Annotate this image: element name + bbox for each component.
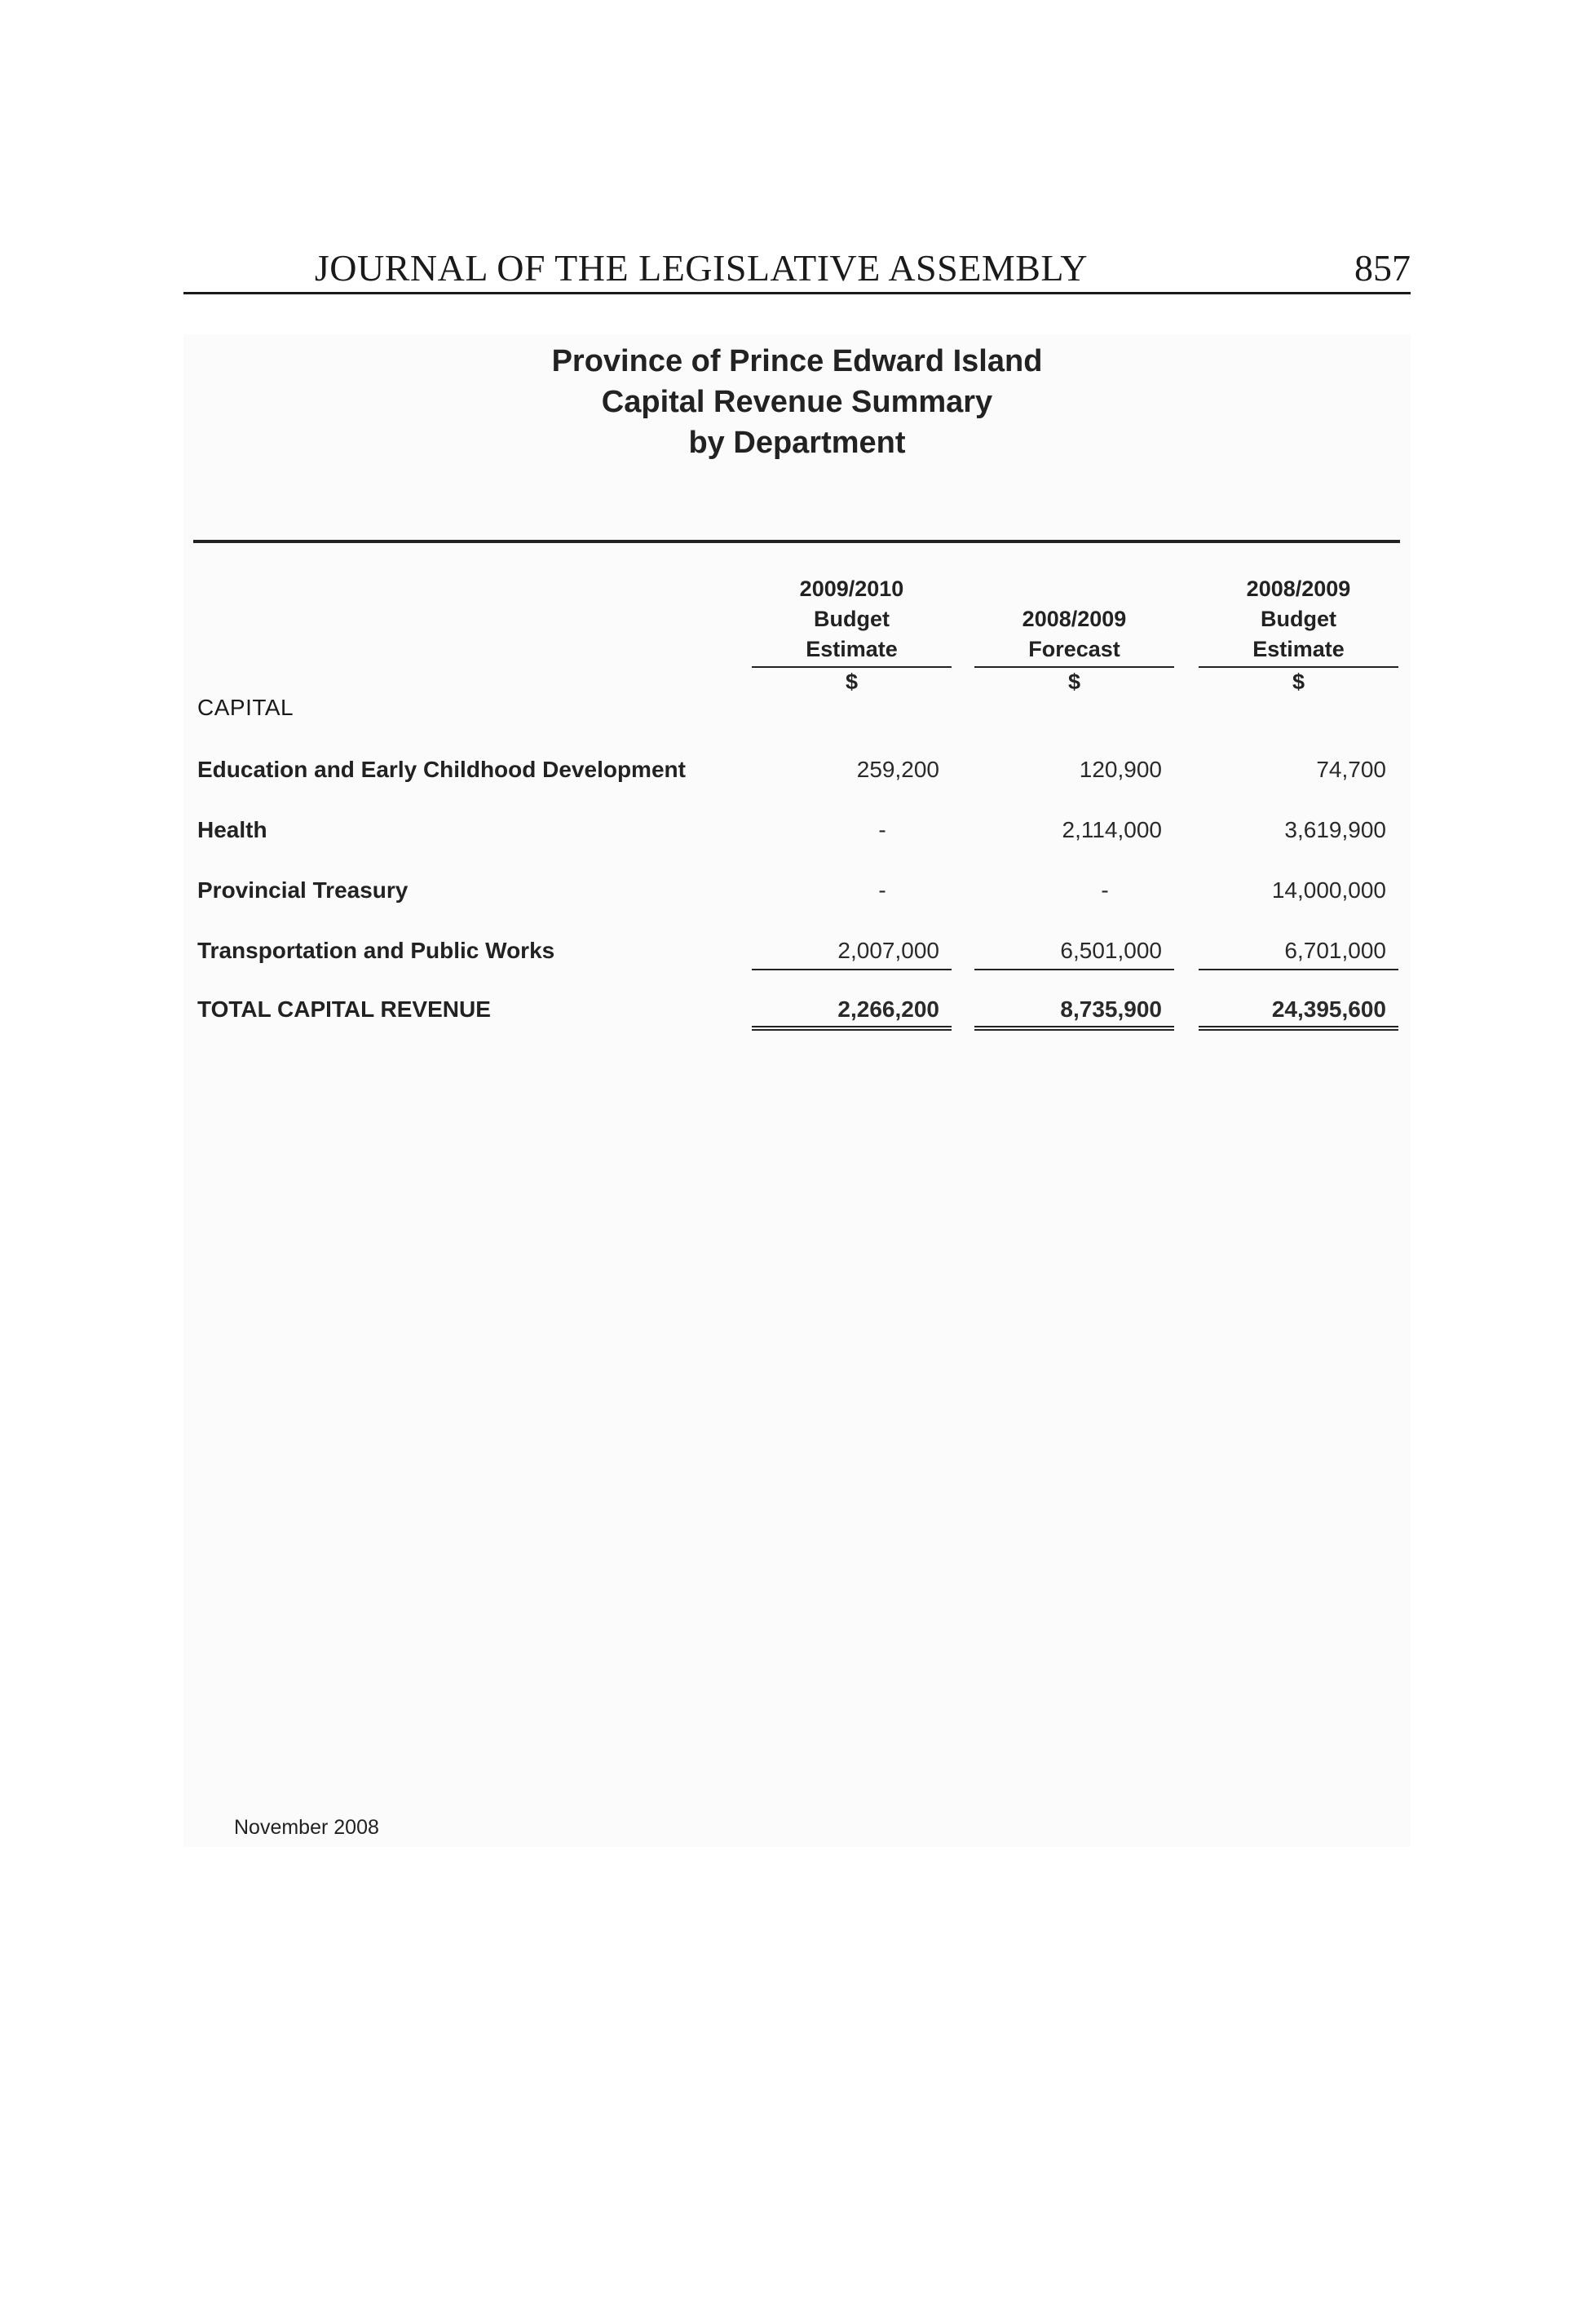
column-header-line: Forecast bbox=[1028, 637, 1120, 661]
column-header-rule bbox=[752, 666, 952, 668]
cell-2008-2009-forecast: - bbox=[1101, 877, 1109, 903]
column-header-line: Budget bbox=[1261, 607, 1336, 631]
table-row-transportation bbox=[183, 934, 1411, 967]
column-header-line: 2008/2009 bbox=[1022, 607, 1127, 631]
cell-2009-2010-budget: - bbox=[878, 817, 886, 842]
column-header-2009-2010-budget-estimate bbox=[752, 574, 952, 694]
column-header-2008-2009-budget-estimate bbox=[1199, 574, 1398, 694]
capital-revenue-summary-page bbox=[183, 334, 1411, 1847]
cell-2008-2009-budget: 6,701,000 bbox=[1199, 934, 1398, 970]
total-2008-2009-budget: 24,395,600 bbox=[1199, 993, 1398, 1031]
report-title-line: by Department bbox=[688, 426, 906, 460]
column-header-line: Budget bbox=[814, 607, 890, 631]
report-title-line: Province of Prince Edward Island bbox=[551, 344, 1043, 378]
footer-date: November 2008 bbox=[234, 1816, 379, 1839]
title-divider bbox=[193, 540, 1400, 543]
column-header-line bbox=[974, 574, 1174, 604]
column-header-line: Estimate bbox=[1252, 637, 1345, 661]
total-2009-2010-budget: 2,266,200 bbox=[752, 993, 952, 1031]
cell-2009-2010-budget: 2,007,000 bbox=[752, 934, 952, 970]
cell-2008-2009-forecast: 2,114,000 bbox=[1062, 817, 1162, 842]
section-label-capital: CAPITAL bbox=[197, 695, 294, 720]
cell-2009-2010-budget: 259,200 bbox=[856, 757, 939, 782]
page-number: 857 bbox=[1354, 247, 1411, 289]
column-header-2008-2009-forecast bbox=[974, 574, 1174, 694]
total-2008-2009-forecast: 8,735,900 bbox=[974, 993, 1174, 1031]
row-label: Health bbox=[197, 817, 267, 842]
column-unit: $ bbox=[1067, 669, 1081, 694]
table-row-health bbox=[183, 814, 1411, 846]
column-header-line: Estimate bbox=[806, 637, 898, 661]
column-unit: $ bbox=[845, 669, 859, 694]
journal-title: JOURNAL OF THE LEGISLATIVE ASSEMBLY bbox=[314, 247, 1089, 289]
column-header-line: 2008/2009 bbox=[1246, 577, 1351, 601]
row-label: Transportation and Public Works bbox=[197, 938, 555, 963]
cell-2009-2010-budget: - bbox=[878, 877, 886, 903]
column-header-line: 2009/2010 bbox=[799, 577, 904, 601]
column-unit: $ bbox=[1292, 669, 1305, 694]
table-row-total bbox=[183, 993, 1411, 1026]
report-title-line: Capital Revenue Summary bbox=[601, 385, 993, 419]
total-label: TOTAL CAPITAL REVENUE bbox=[197, 996, 491, 1022]
row-label: Provincial Treasury bbox=[197, 877, 409, 903]
column-header-rule bbox=[1199, 666, 1398, 668]
table-row-education bbox=[183, 753, 1411, 786]
table-row-provincial-treasury bbox=[183, 874, 1411, 907]
row-label: Education and Early Childhood Development bbox=[197, 757, 686, 782]
cell-2008-2009-forecast: 120,900 bbox=[1079, 757, 1162, 782]
cell-2008-2009-budget: 14,000,000 bbox=[1271, 877, 1386, 903]
report-title bbox=[183, 341, 1411, 463]
running-header bbox=[183, 245, 1411, 294]
cell-2008-2009-budget: 74,700 bbox=[1316, 757, 1386, 782]
cell-2008-2009-forecast: 6,501,000 bbox=[974, 934, 1174, 970]
column-header-rule bbox=[974, 666, 1174, 668]
cell-2008-2009-budget: 3,619,900 bbox=[1284, 817, 1386, 842]
